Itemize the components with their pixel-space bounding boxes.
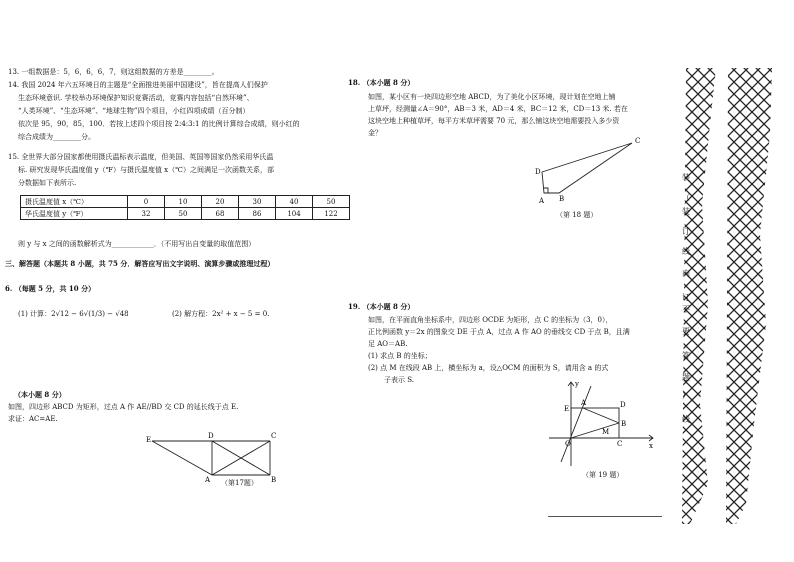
- question-19-heading: 19. （本小题 8 分）: [348, 302, 415, 311]
- binding-char: 线: [682, 415, 690, 424]
- table-row: [21, 196, 350, 208]
- figure-label: O: [565, 440, 571, 448]
- binding-char: 不: [682, 305, 690, 314]
- figure-19-caption: （第 19 题）: [582, 471, 624, 479]
- question-13: 13. 一组数据是：5，6，6，6，7，则这组数据的方差是________。: [8, 68, 219, 76]
- question-19-sub-2a: (2) 点 M 在线段 AB 上，横坐标为 a，设△OCM 的面积为 S，请用含 a 的式: [368, 364, 609, 372]
- figure-18-quadrilateral: [532, 134, 642, 214]
- binding-char: 要: [682, 327, 690, 336]
- question-14-line-2: 生态环境意识. 学校举办环境保护知识竞赛活动，竞赛内容包括“自然环境”、: [18, 94, 254, 102]
- binding-char: 题: [682, 373, 690, 382]
- question-16-part-1: (1) 计算：2√12 − 6√(1/3) − √48: [18, 310, 129, 318]
- binding-char: 线: [682, 247, 690, 256]
- question-19-line-3: 足 AO＝AB.: [368, 340, 408, 348]
- section-3-heading: 三、解答题（本题共 8 小题，共 75 分．解答应写出文字说明、演算步骤或推理过程）: [5, 259, 275, 268]
- figure-label: y: [575, 380, 579, 388]
- question-15-tail: 则 y 与 x 之间的函数解析式为____________．（不用写出自变量的取值范围）: [18, 240, 256, 248]
- figure-label: C: [617, 440, 623, 448]
- figure-label: D: [620, 401, 626, 409]
- figure-label: M: [602, 428, 610, 436]
- question-16-part-2: (2) 解方程：2x² + x − 5 = 0.: [172, 310, 270, 318]
- question-18-line-1: 如图，某小区有一块四边形空地 ABCD，为了美化小区环境，现计划在空地上铺: [368, 93, 616, 101]
- table-cell: 20: [202, 196, 239, 208]
- table-cell: 104: [276, 208, 313, 220]
- question-17-line-1: 如图，四边形 ABCD 为矩形，过点 A 作 AE//BD 交 CD 的延长线于点 E.: [8, 403, 239, 411]
- figure-label: C: [271, 432, 277, 440]
- question-15-line-3: 分数据如下表所示.: [18, 179, 77, 187]
- bottom-rule: [548, 516, 662, 517]
- table-row-label: 摄氏温度值 x（℃）: [21, 196, 128, 208]
- figure-label: E: [146, 436, 152, 444]
- table-cell: 86: [239, 208, 276, 220]
- question-18-line-4: 金？: [368, 129, 382, 137]
- table-cell: 50: [165, 208, 202, 220]
- question-14-line-4: 依次是 95，90，85，100．若按上述四个项目按 2:4:3:1 的比例计算综合成绩，则小红的: [18, 120, 300, 128]
- figure-label: x: [649, 442, 653, 450]
- table-cell: 0: [128, 196, 165, 208]
- figure-label: D: [535, 168, 541, 176]
- question-18-line-2: 上草坪，经测量∠A＝90°，AB＝3 米，AD＝4 米，BC＝12 米，CD＝13 米. 若在: [368, 105, 628, 113]
- question-19-sub-2b: 子表示 S.: [384, 376, 414, 384]
- figure-17-caption: （第17题）: [221, 479, 258, 487]
- table-row: [21, 208, 350, 220]
- table-cell: 68: [202, 208, 239, 220]
- binding-char: ）: [682, 391, 690, 400]
- question-18-heading: 18. （本小题 8 分）: [348, 78, 415, 87]
- figure-label: A: [205, 476, 211, 484]
- figure-label: B: [271, 476, 277, 484]
- binding-char: 内: [682, 269, 690, 278]
- question-17-line-2: 求证：AC=AE.: [8, 415, 58, 423]
- question-18-line-3: 这块空地上种植草坪，每平方米草坪需要 70 元，那么铺这块空地需要投入多少资: [368, 117, 620, 125]
- question-19-sub-1: (1) 求点 B 的坐标；: [368, 352, 432, 360]
- figure-label: B: [559, 195, 565, 203]
- figure-label: B: [621, 420, 627, 428]
- table-cell: 40: [276, 196, 313, 208]
- figure-label: A: [581, 399, 587, 407]
- figure-label: E: [564, 405, 570, 413]
- binding-char: （: [682, 193, 690, 202]
- figure-label: D: [208, 432, 214, 440]
- figure-label: A: [539, 197, 545, 205]
- question-16-heading: 6. （每题 5 分，共 10 分）: [5, 284, 96, 293]
- binding-char: 装: [682, 207, 690, 216]
- question-15-line-2: 标. 研究发现华氏温度值 y（℉）与摄氏温度值 x（℃）之间满足一次函数关系，部: [18, 166, 274, 174]
- question-19-line-2: 正比例函数 y＝2x 的图象交 DE 于点 A，过点 A 作 AO 的垂线交 CD 于点 B，且满: [368, 328, 630, 336]
- question-14-line-1: 14. 我国 2024 年六五环境日的主题是“全面推进美丽中国建设”，旨在提高人们保护: [8, 81, 268, 89]
- table-cell: 32: [128, 208, 165, 220]
- table-cell: 30: [239, 196, 276, 208]
- temperature-table: [20, 195, 350, 220]
- binding-char: 答: [682, 351, 690, 360]
- question-15-line-1: 15. 全世界大部分国家都使用摄氏温标表示温度，但美国、英国等国家仍然采用华氏温: [8, 153, 274, 161]
- figure-label: C: [635, 137, 641, 145]
- figure-17-rectangle-diagram: [144, 430, 284, 490]
- figure-19-coordinate-diagram: [545, 378, 657, 470]
- binding-crosshatch-pattern: [680, 64, 776, 528]
- question-14-line-5: 综合成绩为________分。: [18, 133, 95, 141]
- table-cell: 10: [165, 196, 202, 208]
- binding-char: 订: [682, 293, 690, 302]
- question-19-line-1: 如图，在平面直角坐标系中，四边形 OCDE 为矩形，点 C 的坐标为（3，0），: [368, 316, 613, 324]
- question-14-line-3: “人类环境”、“生态环境”、“地球生物”四个项目，小红四项成绩（百分制）: [18, 107, 250, 115]
- binding-char: 订: [682, 227, 690, 236]
- binding-char: 装: [682, 173, 690, 182]
- table-row-label: 华氏温度值 y（℉）: [21, 208, 128, 220]
- table-cell: 122: [313, 208, 350, 220]
- figure-18-caption: （第 18 题）: [556, 211, 598, 219]
- table-cell: 50: [313, 196, 350, 208]
- question-17-heading: （本小题 8 分）: [14, 390, 66, 399]
